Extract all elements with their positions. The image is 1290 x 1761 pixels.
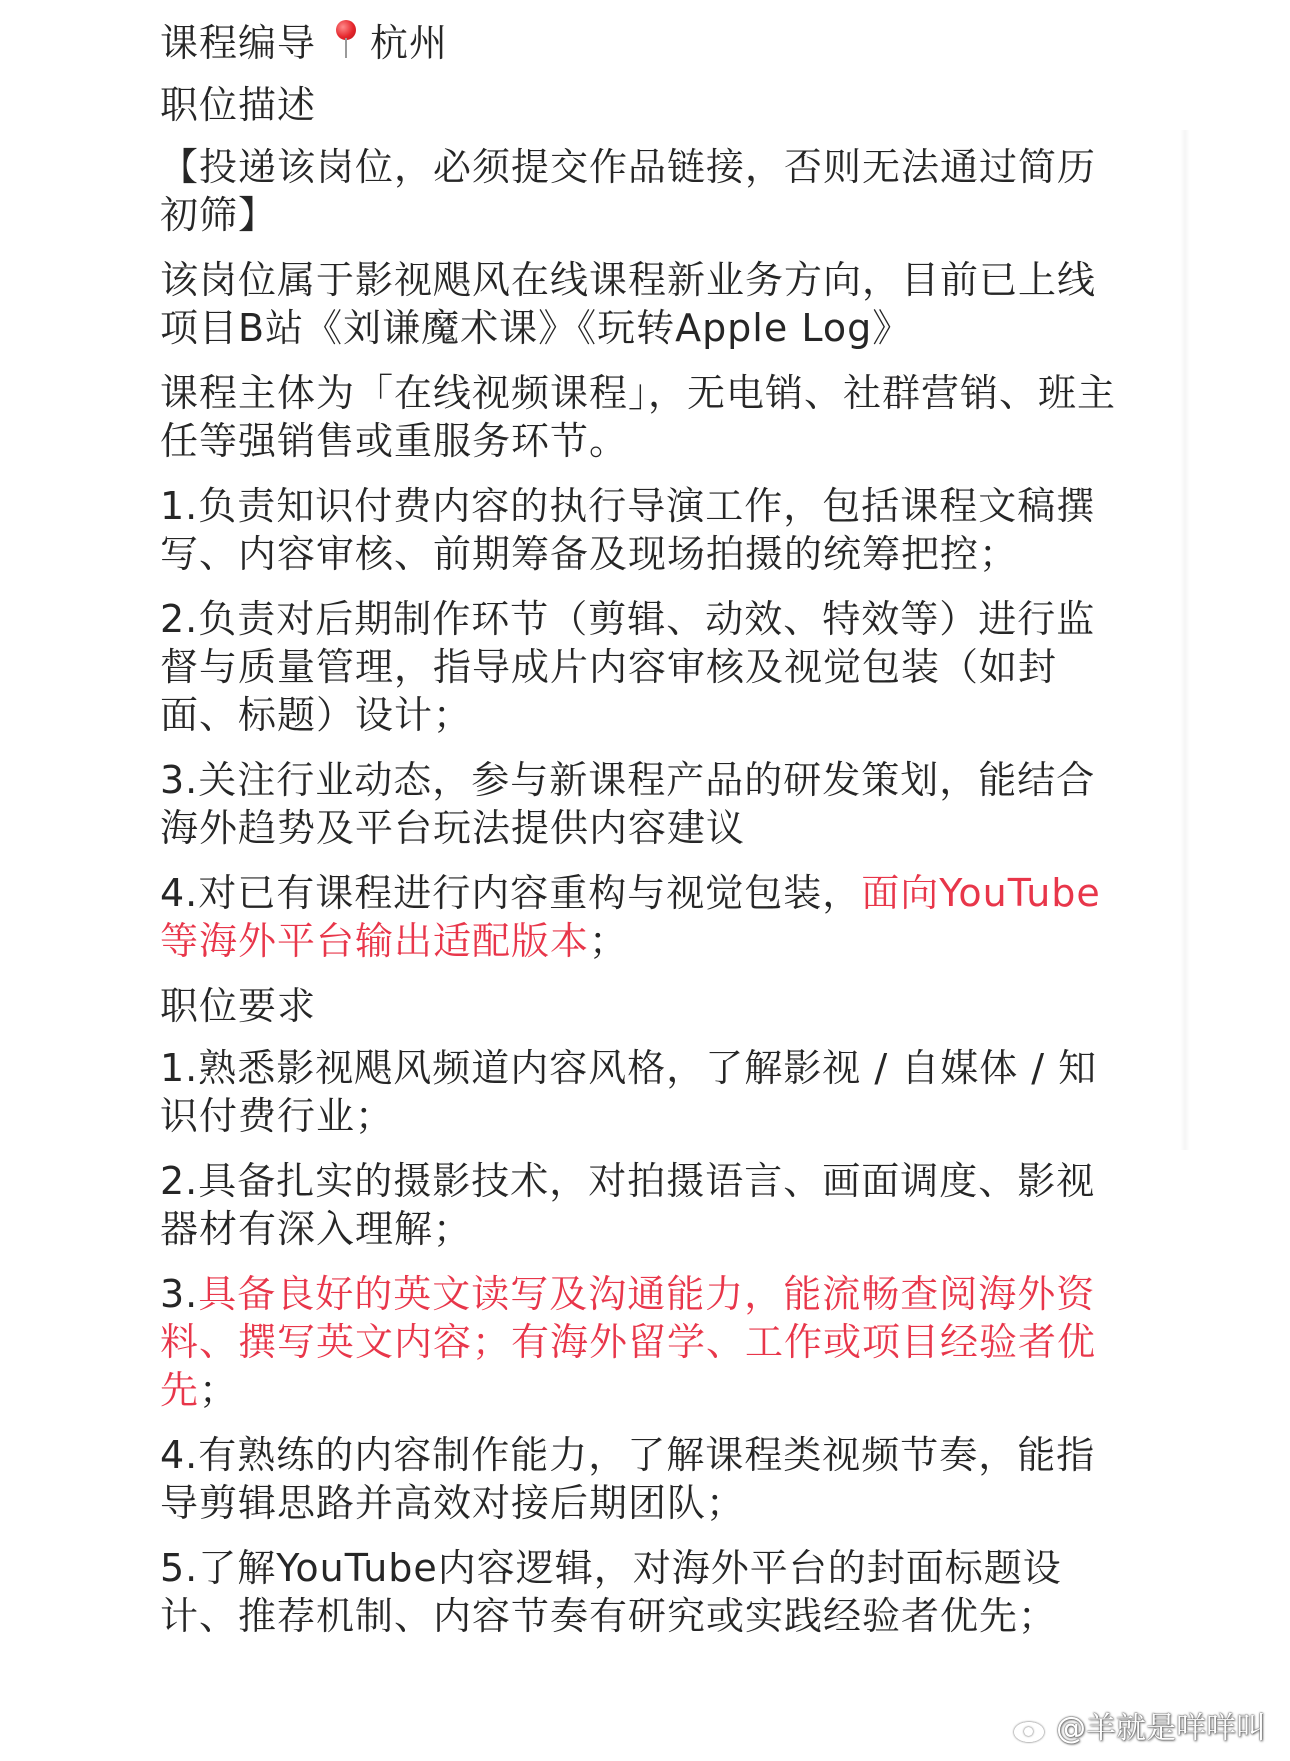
requirement-item-3 <box>160 1270 1120 1414</box>
weibo-logo-icon <box>1012 1714 1050 1744</box>
duty-item-4-highlight: 面向YouTube等海外平台输出适配版本 <box>160 871 1101 963</box>
submission-notice: 【投递该岗位，必须提交作品链接，否则无法通过简历初筛】 <box>160 145 1097 237</box>
requirement-item-3-end: ； <box>199 1368 239 1412</box>
job-post <box>160 18 1120 1657</box>
requirement-item-2: 2.具备扎实的摄影技术，对拍摄语言、画面调度、影视器材有深入理解； <box>160 1159 1096 1251</box>
weibo-watermark <box>1012 1711 1266 1747</box>
course-scope: 课程主体为「在线视频课程」，无电销、社群营销、班主任等强销售或重服务环节。 <box>160 371 1117 463</box>
section-heading-description: 职位描述 <box>160 83 317 127</box>
requirement-item-1: 1.熟悉影视飓风频道内容风格，了解影视 / 自媒体 / 知识付费行业； <box>160 1046 1098 1138</box>
job-title: 课程编导 <box>160 21 317 65</box>
duty-item-1: 1.负责知识付费内容的执行导演工作，包括课程文稿撰写、内容审核、前期筹备及现场拍摄的统筹把控； <box>160 484 1096 576</box>
duty-item-4 <box>160 869 1120 965</box>
round-pushpin-icon <box>334 18 358 62</box>
requirement-item-5: 5.了解YouTube内容逻辑，对海外平台的封面标题设计、推荐机制、内容节奏有研究或实践经验者优先； <box>160 1546 1062 1638</box>
duty-item-4-end: ； <box>589 919 629 963</box>
scroll-edge-shadow <box>1180 130 1190 1150</box>
requirement-item-3-number: 3. <box>160 1272 199 1316</box>
section-heading-requirements: 职位要求 <box>160 984 317 1028</box>
requirement-item-3-highlight: 具备良好的英文读写及沟通能力，能流畅查阅海外资料、撰写英文内容；有海外留学、工作或项目经验者优先 <box>160 1272 1097 1412</box>
duty-item-3: 3.关注行业动态，参与新课程产品的研发策划，能结合海外趋势及平台玩法提供内容建议 <box>160 758 1096 850</box>
watermark-text: @羊就是咩咩叫 <box>1056 1711 1266 1746</box>
duty-item-2: 2.负责对后期制作环节（剪辑、动效、特效等）进行监督与质量管理，指导成片内容审核及视觉包装（如封面、标题）设计； <box>160 597 1096 737</box>
requirement-item-4: 4.有熟练的内容制作能力，了解课程类视频节奏，能指导剪辑思路并高效对接后期团队； <box>160 1433 1096 1525</box>
duty-item-4-text: 4.对已有课程进行内容重构与视觉包装， <box>160 871 862 915</box>
business-intro: 该岗位属于影视飓风在线课程新业务方向，目前已上线项目B站《刘谦魔术课》《玩转Apple Log》 <box>160 258 1097 350</box>
job-location: 杭州 <box>370 21 449 65</box>
job-title-row <box>160 18 1120 67</box>
